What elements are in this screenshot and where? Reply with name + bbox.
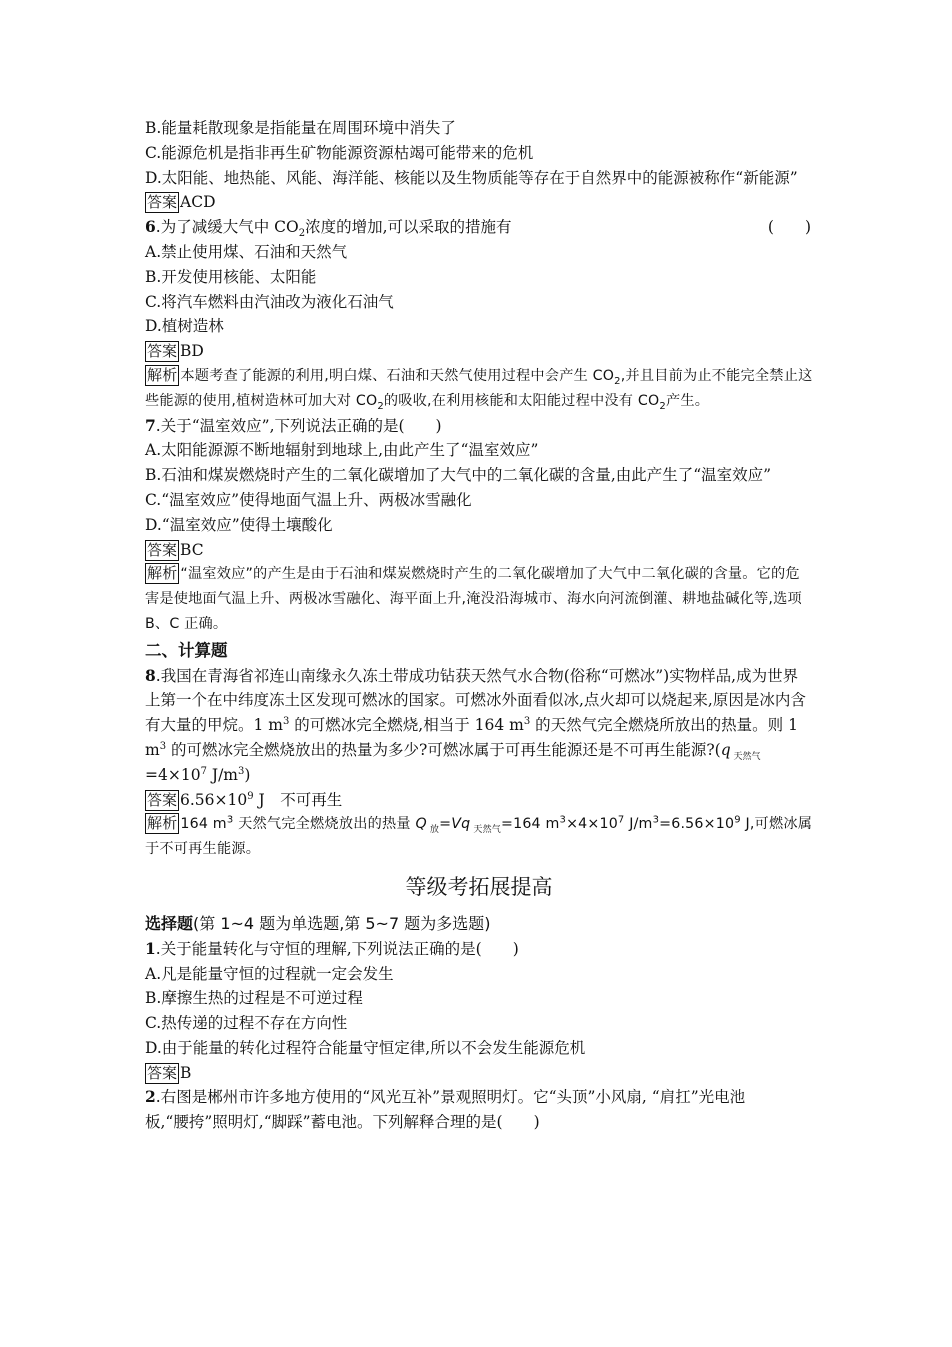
answer-value: BD bbox=[180, 342, 204, 361]
q6-stem bbox=[145, 215, 813, 240]
analysis-text: 产生。 bbox=[665, 392, 710, 409]
analysis-text: 天然气完全燃烧放出的热量 bbox=[233, 816, 416, 833]
q7-option-b: B.石油和煤炭燃烧时产生的二氧化碳增加了大气中的二氧化碳的含量,由此产生了“温室效应” bbox=[145, 466, 772, 485]
q8-answer bbox=[145, 788, 813, 813]
superscript: 9 bbox=[734, 814, 741, 826]
answer-value: 6.56×10 bbox=[180, 790, 248, 809]
analysis-text: 的吸收,在利用核能和太阳能过程中没有 CO bbox=[383, 392, 660, 409]
answer-value: ACD bbox=[180, 193, 216, 212]
p1-option-b: B.摩擦生热的过程是不可逆过程 bbox=[145, 989, 363, 1008]
subscript: 2 bbox=[659, 400, 666, 412]
superscript: 3 bbox=[523, 715, 531, 727]
choice-header-bold: 选择题 bbox=[145, 913, 194, 933]
q6-analysis bbox=[145, 364, 813, 414]
q7-analysis bbox=[145, 562, 813, 636]
q7-option-d: D.“温室效应”使得土壤酸化 bbox=[145, 515, 333, 534]
q6-option-a: A.禁止使用煤、石油和天然气 bbox=[145, 242, 348, 261]
superscript: 3 bbox=[159, 740, 167, 752]
superscript: 3 bbox=[226, 814, 234, 826]
stem-text: .右图是郴州市许多地方使用的“风光互补”景观照明灯。它“头顶”小风扇, “肩扛”光电池 bbox=[155, 1088, 746, 1107]
analysis-text: = bbox=[439, 816, 452, 833]
question-number: 2 bbox=[145, 1087, 156, 1107]
stem-text: 浓度的增加,可以采取的措施有 bbox=[305, 218, 512, 237]
symbol-Q: Q bbox=[415, 816, 427, 833]
q6-option-c: C.将汽车燃料由汽油改为液化石油气 bbox=[145, 292, 394, 311]
section-heading: 二、计算题 bbox=[145, 640, 228, 660]
analysis-tag: 解析 bbox=[147, 564, 178, 583]
stem-text: .关于“温室效应”,下列说法正确的是( ) bbox=[155, 416, 442, 435]
choice-section-header bbox=[145, 912, 813, 937]
q6-option-b: B.开发使用核能、太阳能 bbox=[145, 267, 317, 286]
analysis-text: J,可燃冰属于不可再生能源。 bbox=[145, 816, 813, 858]
answer-tag: 答案 bbox=[147, 193, 178, 212]
stem-text: ) bbox=[244, 765, 251, 784]
symbol-Vq: Vq bbox=[451, 816, 471, 833]
question-number: 1 bbox=[145, 938, 156, 958]
stem-text: .关于能量转化与守恒的理解,下列说法正确的是( ) bbox=[155, 939, 519, 958]
analysis-text: 本题考查了能源的利用,明白煤、石油和天然气使用过程中会产生 CO bbox=[180, 367, 615, 384]
p1-option-c: C.热传递的过程不存在方向性 bbox=[145, 1014, 348, 1033]
subscript: 2 bbox=[377, 400, 384, 412]
answer-parenthesis: ( ) bbox=[767, 218, 811, 237]
p2-stem-line1 bbox=[145, 1085, 813, 1110]
superscript: 3 bbox=[559, 814, 567, 826]
stem-text: 的可燃冰完全燃烧,相当于 164 m bbox=[289, 716, 524, 735]
unit: J/m bbox=[206, 765, 238, 784]
analysis-text: 164 m bbox=[180, 816, 227, 833]
analysis-text: =164 m bbox=[501, 816, 560, 833]
q7-option-c: C.“温室效应”使得地面气温上升、两极冰雪融化 bbox=[145, 490, 472, 509]
q8-analysis bbox=[145, 812, 813, 862]
stem-text: 的可燃冰完全燃烧放出的热量为多少?可燃冰属于可再生能源还是不可再生能源?( bbox=[166, 740, 721, 759]
superscript: 3 bbox=[652, 814, 660, 826]
superscript: 9 bbox=[247, 790, 254, 802]
p1-stem bbox=[145, 937, 813, 962]
analysis-text: =6.56×10 bbox=[659, 816, 735, 833]
p1-option-d: D.由于能量的转化过程符合能量守恒定律,所以不会发生能源危机 bbox=[145, 1038, 586, 1057]
analysis-text: J/m bbox=[624, 816, 653, 833]
superscript: 7 bbox=[200, 765, 207, 777]
choice-header-note: (第 1~4 题为单选题,第 5~7 题为多选题) bbox=[193, 913, 491, 933]
superscript: 3 bbox=[283, 715, 290, 727]
answer-tag: 答案 bbox=[147, 790, 178, 809]
answer-value: J 不可再生 bbox=[253, 790, 343, 809]
q7-option-a: A.太阳能源源不断地辐射到地球上,由此产生了“温室效应” bbox=[145, 441, 539, 460]
q5-answer bbox=[145, 190, 813, 215]
answer-value: BC bbox=[180, 540, 204, 559]
q5-option-c: C.能源危机是指非再生矿物能源资源枯竭可能带来的危机 bbox=[145, 143, 534, 162]
analysis-text: ×4×10 bbox=[566, 816, 618, 833]
p1-option-a: A.凡是能量守恒的过程就一定会发生 bbox=[145, 964, 394, 983]
q7-stem bbox=[145, 414, 813, 439]
superscript: 3 bbox=[238, 765, 245, 777]
value: =4×10 bbox=[145, 765, 201, 784]
document-page bbox=[145, 116, 813, 1135]
superscript: 7 bbox=[617, 814, 625, 826]
subscript: 放 bbox=[426, 825, 440, 836]
analysis-tag: 解析 bbox=[147, 814, 178, 833]
stem-text: 的天然气完全燃烧所放出的热量。则 1 m bbox=[145, 716, 798, 759]
question-number: 8 bbox=[145, 665, 156, 685]
subscript: 2 bbox=[298, 228, 306, 240]
q5-option-b: B.能量耗散现象是指能量在周围环境中消失了 bbox=[145, 119, 456, 137]
analysis-text: ,并且目前为止不能完全禁止这些能源的使用,植树造林可加大对 CO bbox=[145, 367, 813, 409]
p2-stem-line2: 板,“腰挎”照明灯,“脚踩”蓄电池。下列解释合理的是( ) bbox=[145, 1113, 540, 1132]
q8-stem bbox=[145, 664, 813, 788]
q6-option-d: D.植树造林 bbox=[145, 317, 224, 336]
p1-answer bbox=[145, 1061, 813, 1086]
q5-option-d: D.太阳能、地热能、风能、海洋能、核能以及生物质能等存在于自然界中的能源被称作“新能源” bbox=[145, 168, 798, 187]
stem-text: .为了减缓大气中 CO bbox=[155, 218, 299, 237]
question-number: 6 bbox=[145, 217, 156, 237]
answer-tag: 答案 bbox=[147, 1063, 178, 1082]
answer-tag: 答案 bbox=[147, 540, 178, 559]
answer-tag: 答案 bbox=[147, 342, 178, 361]
subscript: 天然气 bbox=[730, 752, 761, 763]
symbol-q: q bbox=[720, 740, 731, 759]
stem-text: .我国在青海省祁连山南缘永久冻土带成功钻获天然气水合物(俗称“可燃冰”)实物样品,成为世界上第一个在中纬度冻土区发现可燃冰的国家。可燃冰外面看似冰,点火却可以烧起来,原因是冰内含有大量的甲烷。1 m bbox=[145, 666, 806, 735]
subscript: 2 bbox=[614, 375, 621, 387]
section-title: 等级考拓展提高 bbox=[405, 874, 553, 899]
analysis-text: “温室效应”的产生是由于石油和煤炭燃烧时产生的二氧化碳增加了大气中二氧化碳的含量。它的危害是使地面气温上升、两极冰雪融化、海平面上升,淹没沿海城市、海水向河流倒灌、耕地盐碱化等,选项 B、C 正确。 bbox=[145, 566, 802, 632]
question-number: 7 bbox=[145, 415, 156, 435]
subscript: 天然气 bbox=[470, 825, 501, 836]
q6-answer bbox=[145, 339, 813, 364]
q7-answer bbox=[145, 538, 813, 563]
answer-value: B bbox=[180, 1063, 192, 1082]
analysis-tag: 解析 bbox=[147, 365, 178, 384]
